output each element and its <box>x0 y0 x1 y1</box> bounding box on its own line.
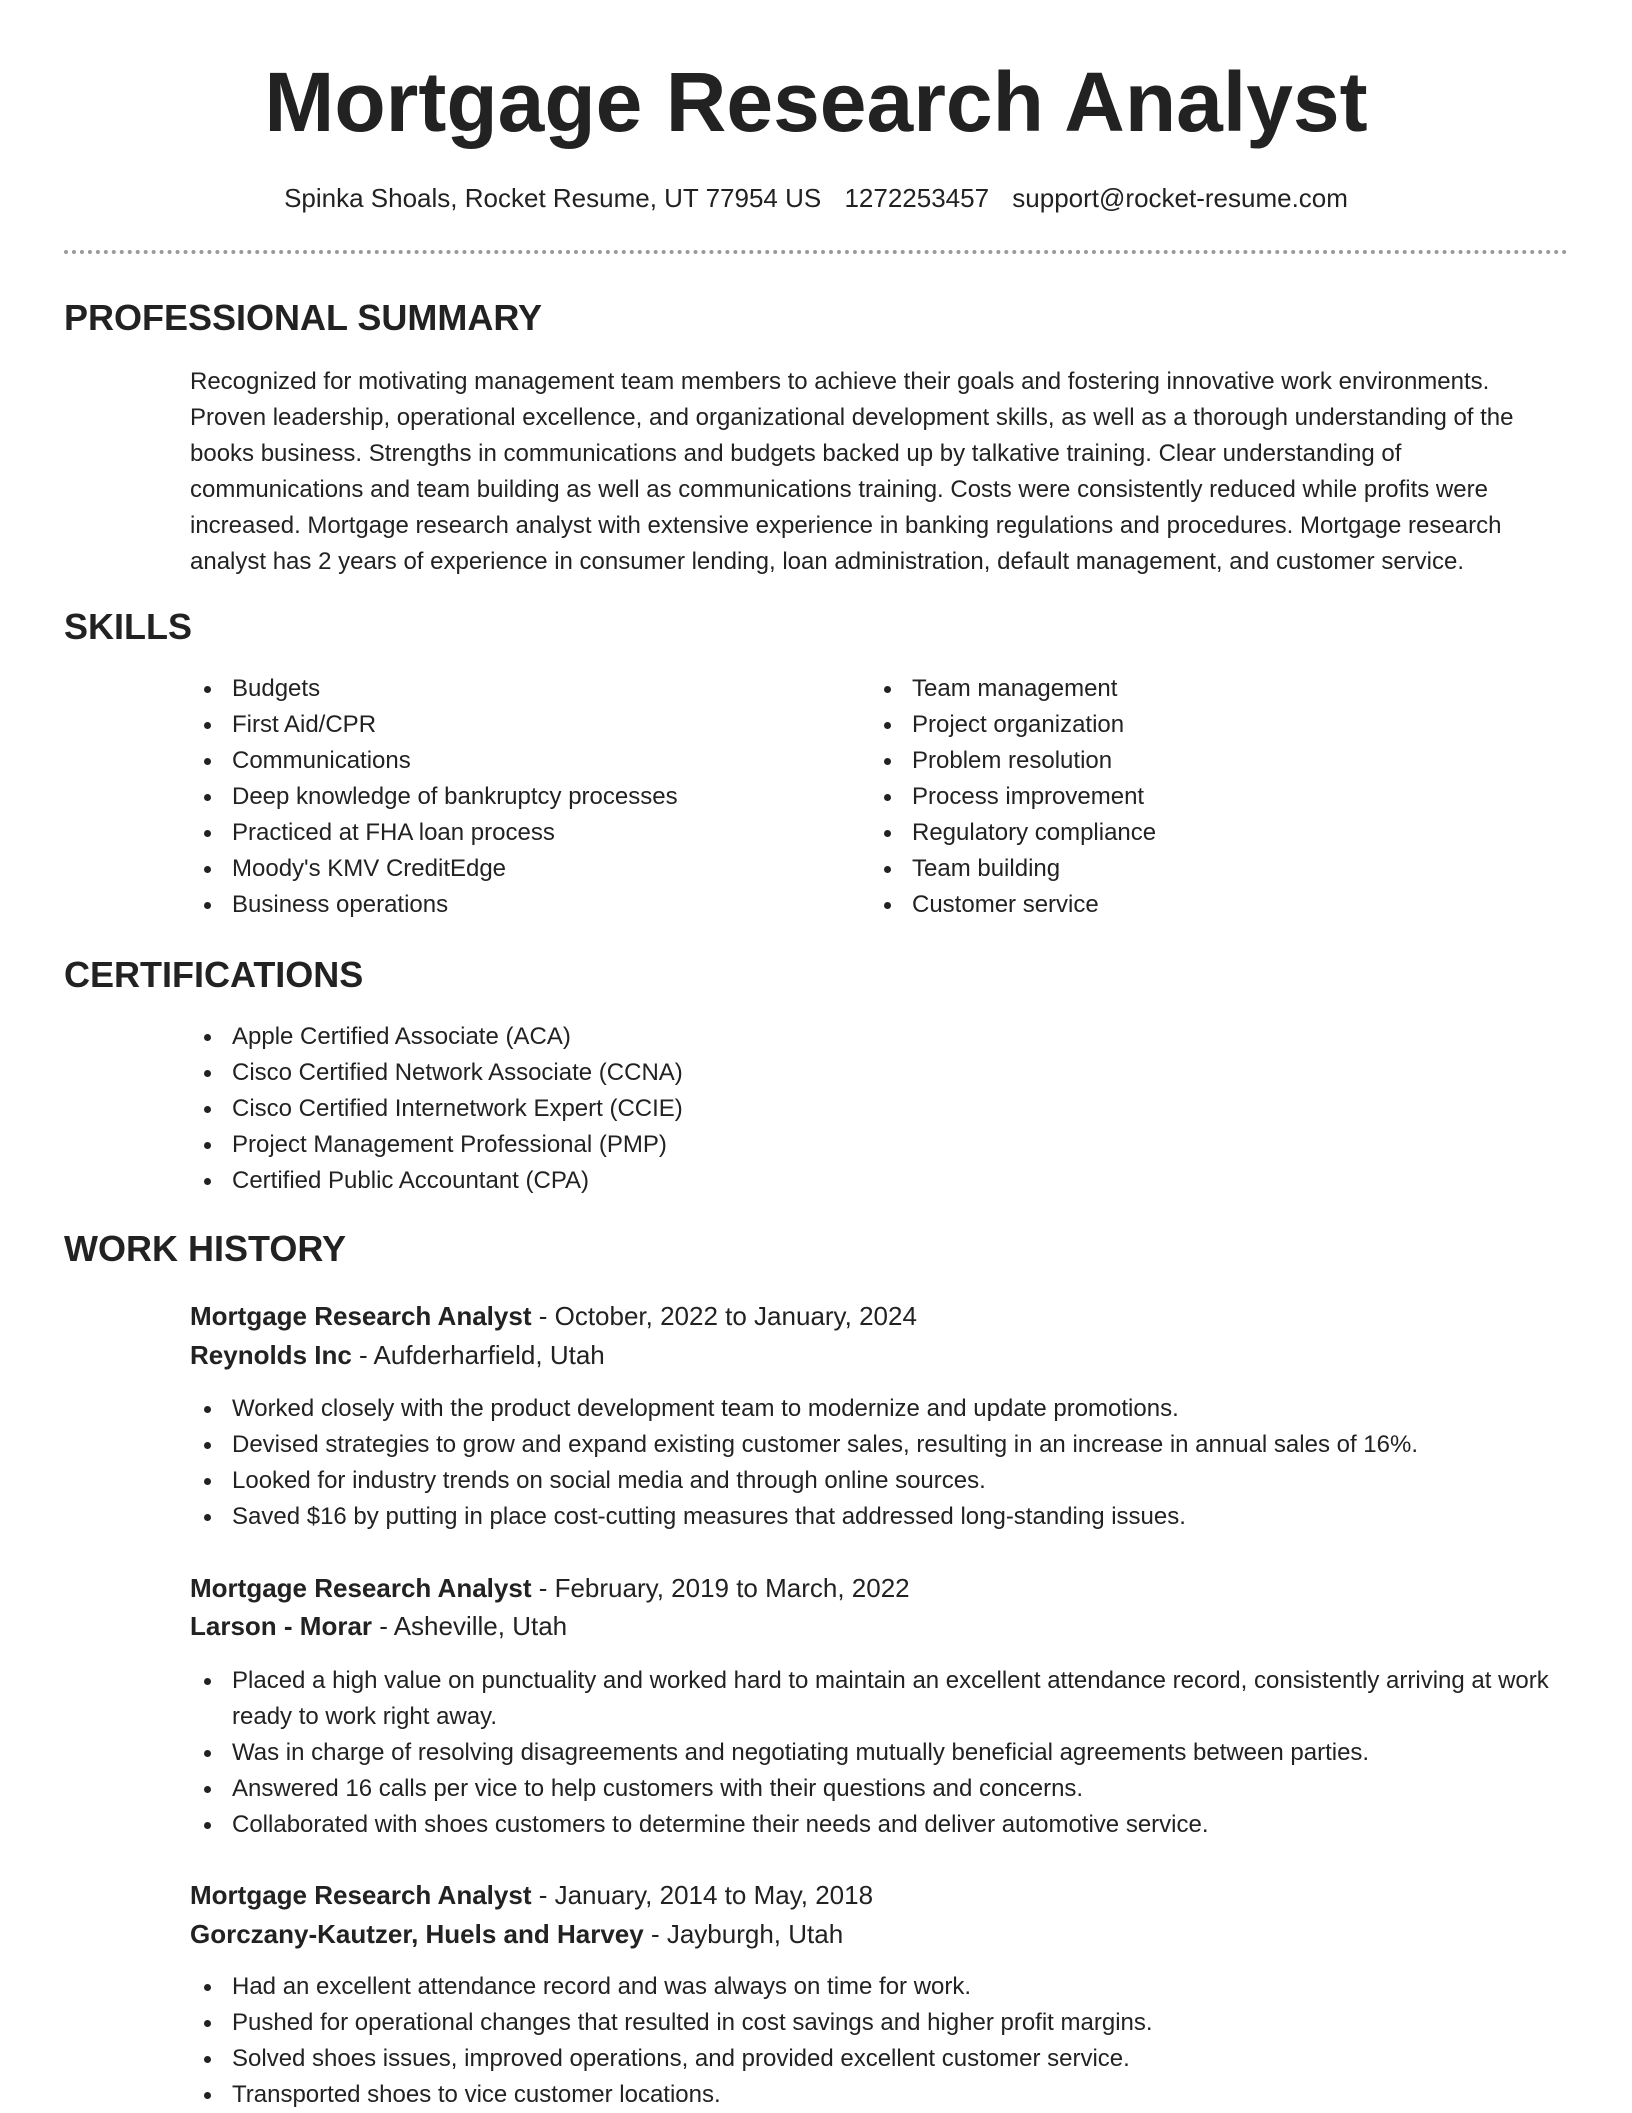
section-title-summary: PROFESSIONAL SUMMARY <box>64 297 543 338</box>
list-item: Budgets <box>188 671 828 707</box>
job-company: Reynolds Inc <box>190 1340 352 1370</box>
contact-email: support@rocket-resume.com <box>1012 183 1348 213</box>
section-title-certifications: CERTIFICATIONS <box>64 954 364 995</box>
list-item: Was in charge of resolving disagreements and negotiating mutually beneficial agreements between parties. <box>188 1735 1568 1771</box>
job-title-line <box>190 1297 917 1335</box>
list-item: Practiced at FHA loan process <box>188 815 828 851</box>
list-item: Business operations <box>188 887 828 923</box>
list-item: Team building <box>868 851 1548 887</box>
list-item: Looked for industry trends on social media and through online sources. <box>188 1463 1568 1499</box>
job-location: - Aufderharfield, Utah <box>351 1340 605 1370</box>
list-item: Deep knowledge of bankruptcy processes <box>188 779 828 815</box>
job-role: Mortgage Research Analyst <box>190 1880 532 1910</box>
job-dates: - February, 2019 to March, 2022 <box>531 1573 910 1603</box>
contact-phone: 1272253457 <box>844 183 990 213</box>
list-item: Communications <box>188 743 828 779</box>
section-title-skills: SKILLS <box>64 606 193 647</box>
list-item: Regulatory compliance <box>868 815 1548 851</box>
list-item: Cisco Certified Network Associate (CCNA) <box>188 1055 1548 1091</box>
job-location: - Jayburgh, Utah <box>643 1919 844 1949</box>
list-item: Problem resolution <box>868 743 1548 779</box>
job-location: - Asheville, Utah <box>372 1611 568 1641</box>
certifications-list <box>188 1019 1548 1199</box>
list-item: Apple Certified Associate (ACA) <box>188 1019 1548 1055</box>
job-role: Mortgage Research Analyst <box>190 1573 532 1603</box>
job-company-line <box>190 1915 843 1953</box>
job-role: Mortgage Research Analyst <box>190 1301 532 1331</box>
contact-line <box>0 181 1632 215</box>
list-item: Answered 16 calls per vice to help customers with their questions and concerns. <box>188 1771 1568 1807</box>
job-dates: - October, 2022 to January, 2024 <box>531 1301 917 1331</box>
list-item: Collaborated with shoes customers to determine their needs and deliver automotive service. <box>188 1807 1568 1843</box>
list-item: Pushed for operational changes that resulted in cost savings and higher profit margins. <box>188 2005 1568 2041</box>
summary-text: Recognized for motivating management team members to achieve their goals and fostering innovative work environments. Proven leadership, operational excellence, and organizational development skills, as well as a thorough understanding of the books business. Strengths in communications and budgets backed up by talkative training. Clear understanding of communications and team building as well as communications training. Costs were consistently reduced while profits were increased. Mortgage research analyst with extensive experience in banking regulations and procedures. Mortgage research analyst has 2 years of experience in consumer lending, loan administration, default management, and customer service. <box>190 368 1514 575</box>
list-item: Worked closely with the product development team to modernize and update promotions. <box>188 1391 1568 1427</box>
list-item: Devised strategies to grow and expand existing customer sales, resulting in an increase in annual sales of 16%. <box>188 1427 1568 1463</box>
candidate-name: Mortgage Research Analyst <box>264 55 1368 149</box>
list-item: Moody's KMV CreditEdge <box>188 851 828 887</box>
section-title-work-history: WORK HISTORY <box>64 1228 347 1269</box>
header-divider <box>64 250 1568 254</box>
list-item: Transported shoes to vice customer locations. <box>188 2077 1568 2113</box>
job-company-line <box>190 1607 567 1645</box>
list-item: Had an excellent attendance record and was always on time for work. <box>188 1969 1568 2005</box>
skills-list-right <box>868 671 1548 923</box>
list-item: Process improvement <box>868 779 1548 815</box>
list-item: Solved shoes issues, improved operations, and provided excellent customer service. <box>188 2041 1568 2077</box>
job-bullets <box>188 1663 1568 1843</box>
job-company-line <box>190 1336 605 1374</box>
list-item: Customer service <box>868 887 1548 923</box>
list-item: Project Management Professional (PMP) <box>188 1127 1548 1163</box>
list-item: First Aid/CPR <box>188 707 828 743</box>
job-company: Gorczany-Kautzer, Huels and Harvey <box>190 1919 644 1949</box>
job-company: Larson - Morar <box>190 1611 373 1641</box>
list-item: Placed a high value on punctuality and worked hard to maintain an excellent attendance record, consistently arriving at work ready to work right away. <box>188 1663 1568 1735</box>
list-item: Certified Public Accountant (CPA) <box>188 1163 1548 1199</box>
list-item: Team management <box>868 671 1548 707</box>
job-title-line <box>190 1876 873 1914</box>
contact-address: Spinka Shoals, Rocket Resume, UT 77954 US <box>284 183 822 213</box>
job-dates: - January, 2014 to May, 2018 <box>531 1880 874 1910</box>
list-item: Project organization <box>868 707 1548 743</box>
job-title-line <box>190 1569 910 1607</box>
job-bullets <box>188 1969 1568 2113</box>
job-bullets <box>188 1391 1568 1535</box>
list-item: Saved $16 by putting in place cost-cutting measures that addressed long-standing issues. <box>188 1499 1568 1535</box>
list-item: Cisco Certified Internetwork Expert (CCIE) <box>188 1091 1548 1127</box>
skills-list-left <box>188 671 828 923</box>
